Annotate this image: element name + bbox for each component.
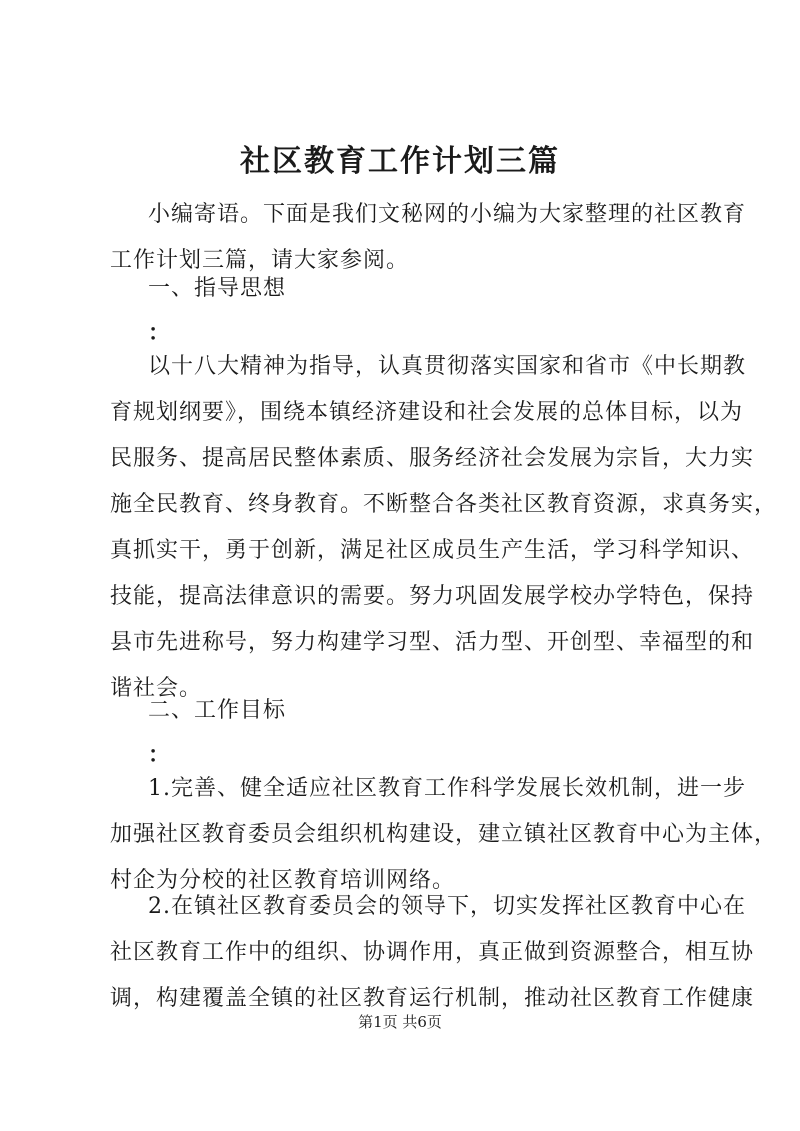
document-title: 社区教育工作计划三篇 [240, 144, 560, 179]
paragraph-line: 2.在镇社区教育委员会的领导下，切实发挥社区教育中心在 [148, 894, 746, 919]
page-number-footer: 第1页 共6页 [358, 1013, 442, 1031]
paragraph-line: 育规划纲要》，围绕本镇经济建设和社会发展的总体目标，以为 [110, 400, 744, 425]
paragraph-line: 1.完善、健全适应社区教育工作科学发展长效机制，进一步 [148, 776, 746, 801]
paragraph-line: 民服务、提高居民整体素质、服务经济社会发展为宗旨，大力实 [110, 446, 755, 471]
paragraph-line: 谐社会。 [110, 676, 203, 701]
paragraph-line: 调，构建覆盖全镇的社区教育运行机制，推动社区教育工作健康 [110, 986, 755, 1011]
paragraph-line: 工作计划三篇，请大家参阅。 [110, 248, 410, 273]
paragraph-line: 施全民教育、终身教育。不断整合各类社区教育资源，求真务实， [110, 492, 778, 517]
paragraph-line: 加强社区教育委员会组织机构建设，建立镇社区教育中心为主体， [110, 822, 778, 847]
section-heading: 二、工作目标 [148, 698, 287, 723]
paragraph-line: 社区教育工作中的组织、协调作用，真正做到资源整合，相互协 [110, 940, 755, 965]
paragraph-line: 技能，提高法律意识的需要。努力巩固发展学校办学特色，保持 [110, 584, 755, 609]
paragraph-line: 小编寄语。下面是我们文秘网的小编为大家整理的社区教育 [148, 202, 747, 227]
paragraph-line: 县市先进称号，努力构建学习型、活力型、开创型、幸福型的和 [110, 630, 755, 655]
paragraph-line: 真抓实干，勇于创新，满足社区成员生产生活，学习科学知识、 [110, 538, 755, 563]
section-heading: 一、指导思想 [148, 276, 287, 301]
colon-line: ： [148, 742, 172, 768]
colon-line: ： [148, 320, 172, 346]
paragraph-line: 以十八大精神为指导，认真贯彻落实国家和省市《中长期教 [148, 354, 747, 379]
paragraph-line: 村企为分校的社区教育培训网络。 [110, 868, 456, 893]
